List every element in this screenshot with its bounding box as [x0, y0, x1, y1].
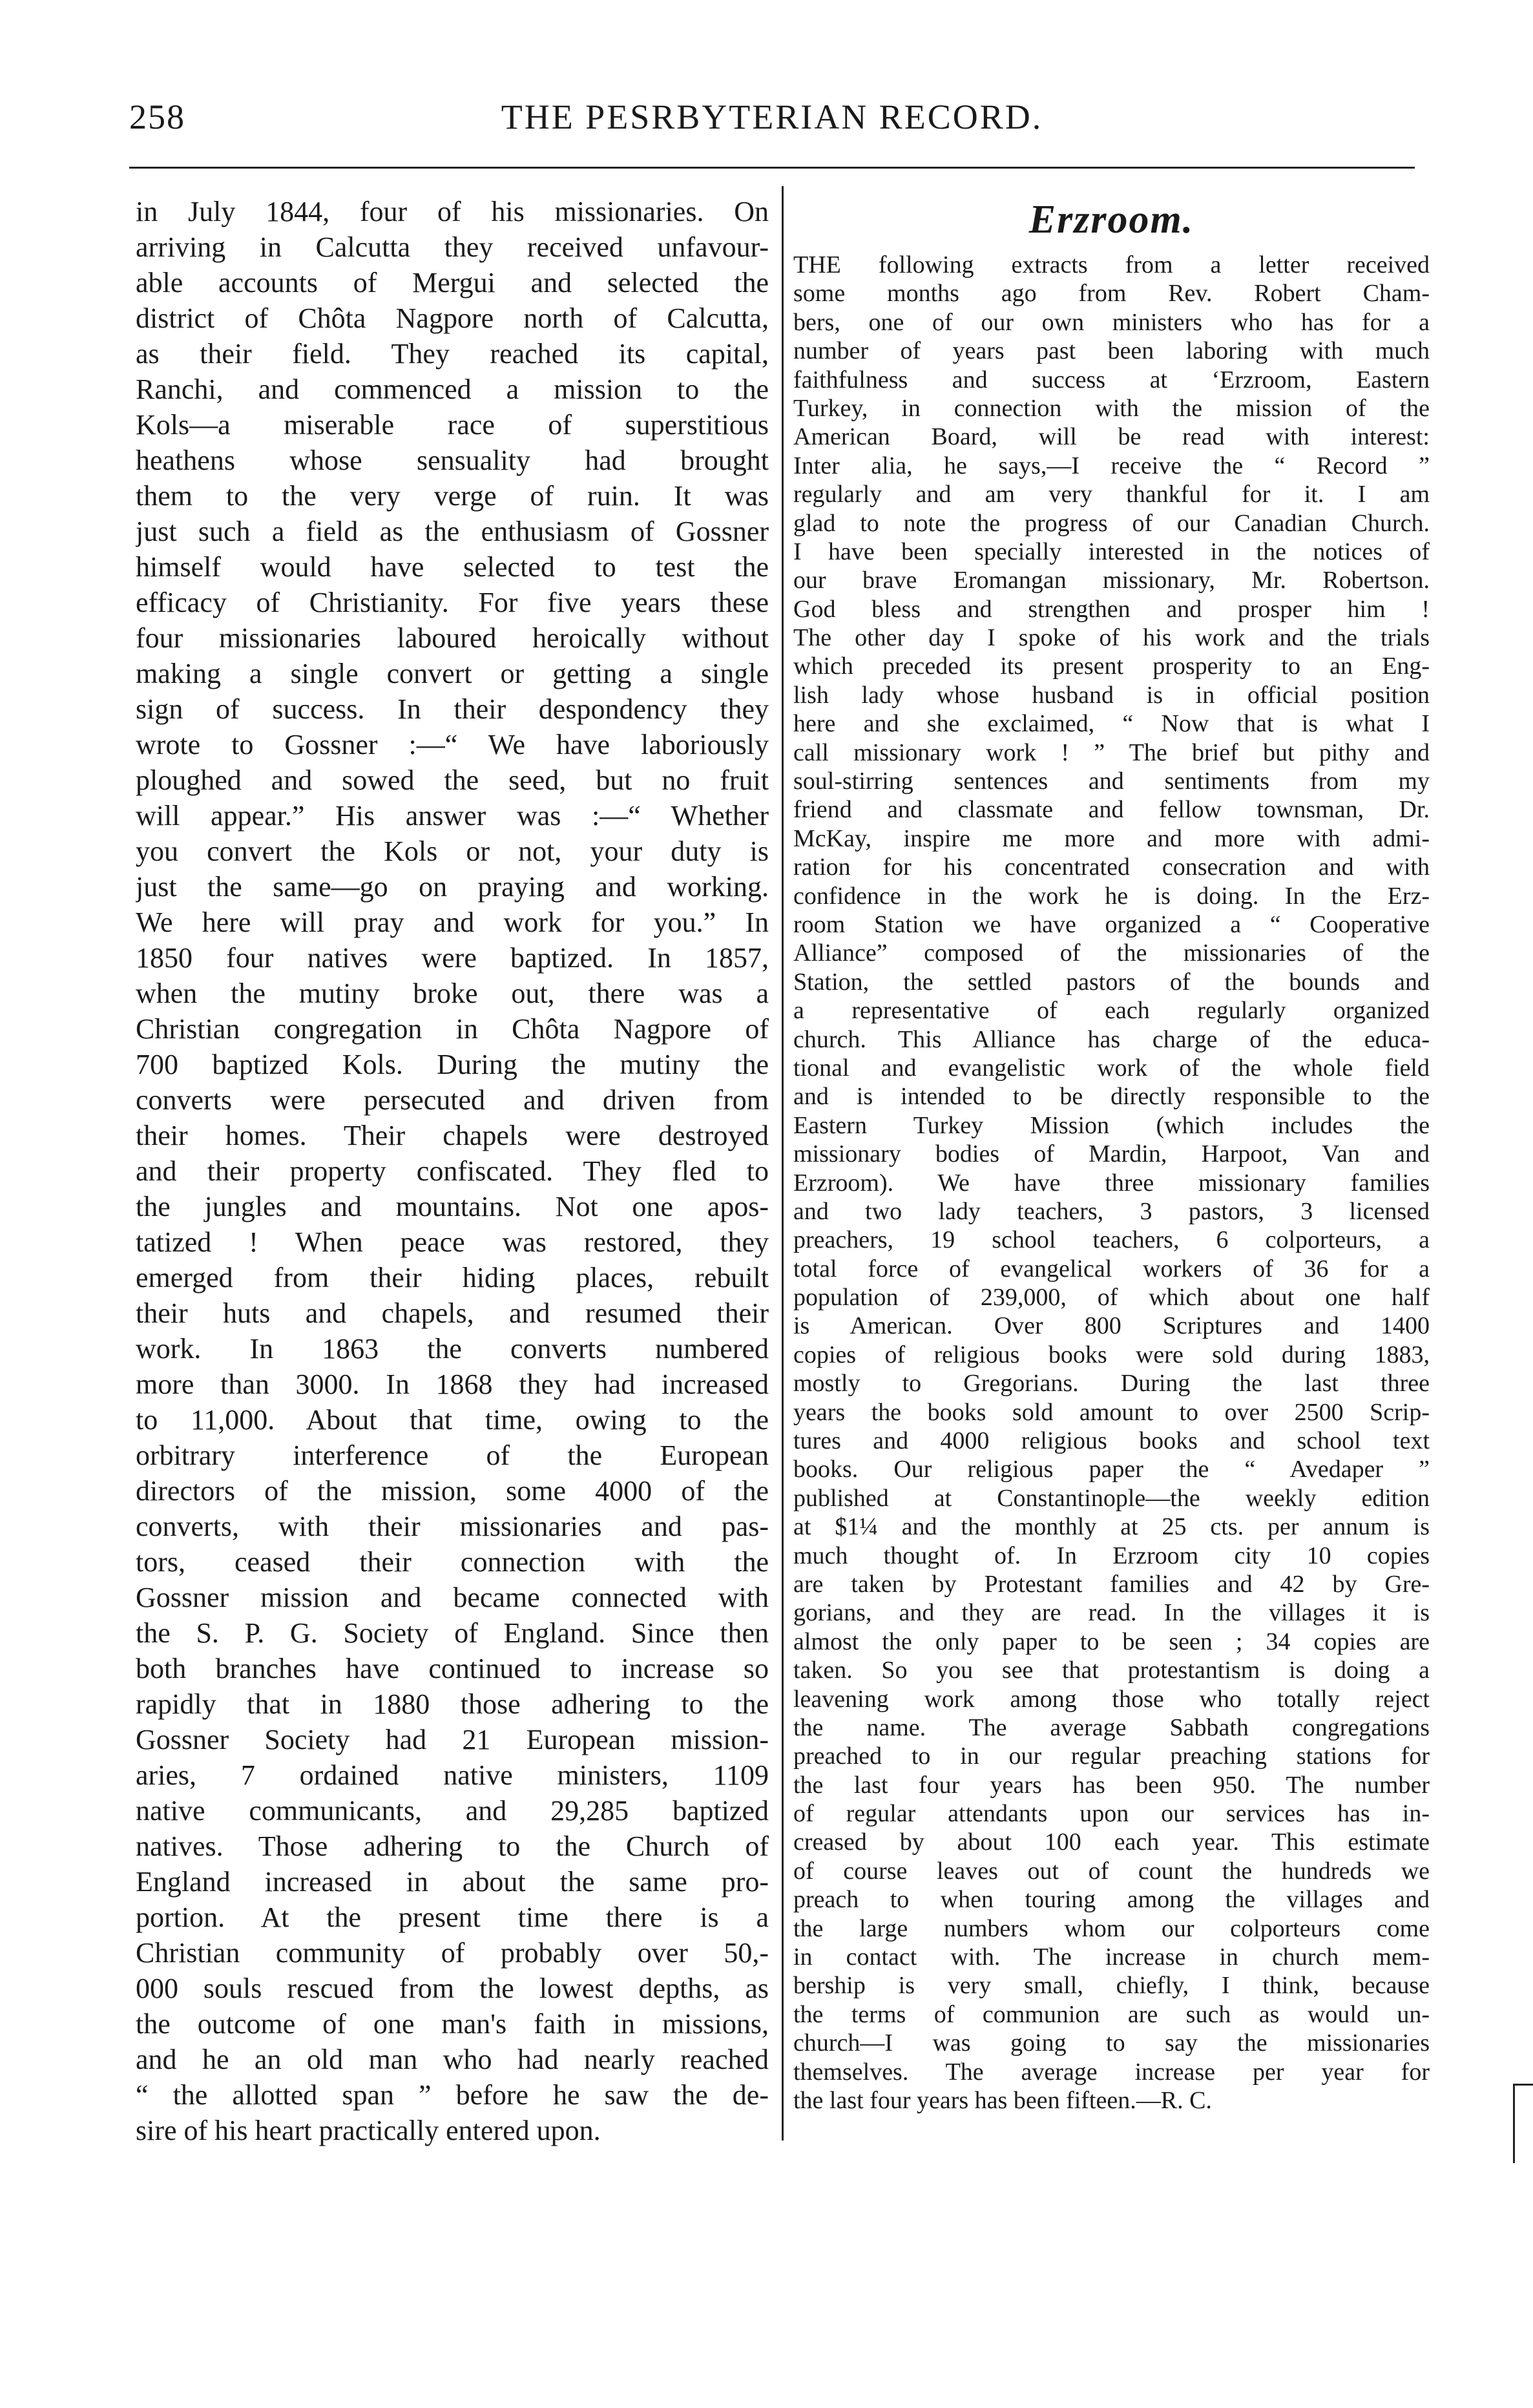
- text-line: faithfulness and success at ‘Erzroom, Eastern: [793, 366, 1430, 393]
- text-line: native communicants, and 29,285 baptized: [136, 1795, 769, 1827]
- text-line: them to the very verge of ruin. It was: [136, 480, 769, 512]
- text-line: number of years past been laboring with much: [793, 337, 1430, 365]
- text-line: creased by about 100 each year. This estimate: [793, 1828, 1430, 1856]
- text-line: I have been specially interested in the notices of: [793, 538, 1430, 565]
- text-line: a representative of each regularly organized: [793, 997, 1430, 1025]
- text-line: missionary bodies of Mardin, Harpoot, Van and: [793, 1140, 1430, 1168]
- text-line: their huts and chapels, and resumed their: [136, 1297, 769, 1329]
- text-line: sign of success. In their despondency they: [136, 693, 769, 725]
- text-line: the last four years has been fifteen.—R. C.: [793, 2087, 1212, 2114]
- text-line: in July 1844, four of his missionaries. On: [136, 196, 769, 227]
- text-line: England increased in about the same pro-: [136, 1866, 769, 1898]
- text-line: room Station we have organized a “ Cooperative: [793, 910, 1430, 938]
- text-line: soul-stirring sentences and sentiments from my: [793, 768, 1430, 795]
- text-line: efficacy of Christianity. For five years these: [136, 587, 769, 618]
- text-line: to 11,000. About that time, owing to the: [136, 1404, 769, 1436]
- text-line: much thought of. In Erzroom city 10 copies: [793, 1542, 1430, 1569]
- text-line: just the same—go on praying and working.: [136, 871, 769, 903]
- text-line: four missionaries laboured heroically without: [136, 622, 769, 654]
- text-line: will appear.” His answer was :—“ Whether: [136, 800, 769, 832]
- text-line: Inter alia, he says,—I receive the “ Record ”: [793, 452, 1430, 479]
- text-line: are taken by Protestant families and 42 by Gre-: [793, 1570, 1430, 1598]
- text-line: tures and 4000 religious books and school text: [793, 1427, 1430, 1455]
- text-line: tors, ceased their connection with the: [136, 1546, 769, 1578]
- text-line: Gossner mission and became connected with: [136, 1582, 769, 1613]
- text-line: years the books sold amount to over 2500 Scrip-: [793, 1398, 1430, 1426]
- text-line: lish lady whose husband is in official position: [793, 681, 1430, 709]
- text-line: orbitrary interference of the European: [136, 1440, 769, 1471]
- text-line: and their property confiscated. They fled to: [136, 1155, 769, 1187]
- text-line: Ranchi, and commenced a mission to the: [136, 373, 769, 405]
- text-line: work. In 1863 the converts numbered: [136, 1333, 769, 1365]
- text-line: Gossner Society had 21 European mission-: [136, 1724, 769, 1755]
- text-line: the last four years has been 950. The number: [793, 1771, 1430, 1799]
- text-line: mostly to Gregorians. During the last three: [793, 1370, 1430, 1398]
- text-line: friend and classmate and fellow townsman, Dr.: [793, 796, 1430, 824]
- text-line: regularly and am very thankful for it. I am: [793, 481, 1430, 508]
- text-line: God bless and strengthen and prosper him !: [793, 595, 1430, 623]
- text-line: call missionary work ! ” The brief but pithy and: [793, 738, 1430, 766]
- text-line: portion. At the present time there is a: [136, 1901, 769, 1933]
- text-line: converts were persecuted and driven from: [136, 1084, 769, 1116]
- page-number: 258: [129, 98, 185, 136]
- text-line: church. This Alliance has charge of the educa-: [793, 1025, 1430, 1053]
- text-line: district of Chôta Nagpore north of Calcutta,: [136, 302, 769, 334]
- right-column-body: [793, 251, 1430, 2115]
- text-line: Christian community of probably over 50,-: [136, 1937, 769, 1969]
- text-line: bers, one of our own ministers who has for a: [793, 308, 1430, 336]
- section-title: Erzroom.: [1028, 198, 1194, 242]
- text-line: when the mutiny broke out, there was a: [136, 978, 769, 1009]
- text-line: American Board, will be read with interest:: [793, 423, 1430, 451]
- text-line: of course leaves out of count the hundreds we: [793, 1857, 1430, 1885]
- text-line: making a single convert or getting a single: [136, 658, 769, 689]
- text-line: wrote to Gossner :—“ We have laboriously: [136, 729, 769, 760]
- text-line: 700 baptized Kols. During the mutiny the: [136, 1049, 769, 1080]
- text-line: and he an old man who had nearly reached: [136, 2044, 769, 2075]
- text-line: preach to when touring among the villages and: [793, 1886, 1430, 1914]
- right-column: [793, 194, 1430, 2115]
- text-line: in contact with. The increase in church mem-: [793, 1943, 1430, 1971]
- text-line: converts, with their missionaries and pas-: [136, 1511, 769, 1542]
- text-line: published at Constantinople—the weekly edition: [793, 1484, 1430, 1512]
- text-line: rapidly that in 1880 those adhering to the: [136, 1688, 769, 1720]
- header-rule: [129, 167, 1415, 169]
- text-line: ploughed and sowed the seed, but no fruit: [136, 764, 769, 796]
- text-line: total force of evangelical workers of 36 for a: [793, 1255, 1430, 1283]
- text-line: the S. P. G. Society of England. Since then: [136, 1617, 769, 1649]
- text-line: 1850 four natives were baptized. In 1857,: [136, 942, 769, 974]
- text-line: emerged from their hiding places, rebuilt: [136, 1262, 769, 1293]
- text-line: able accounts of Mergui and selected the: [136, 267, 769, 298]
- column-rule: [782, 186, 784, 2141]
- text-line: Turkey, in connection with the mission of the: [793, 394, 1430, 422]
- text-line: McKay, inspire me more and more with admi-: [793, 824, 1430, 852]
- text-line: their homes. Their chapels were destroyed: [136, 1120, 769, 1151]
- text-line: leavening work among those who totally reject: [793, 1685, 1430, 1713]
- text-line: the outcome of one man's faith in missions,: [136, 2008, 769, 2040]
- text-line: ration for his concentrated consecration and with: [793, 853, 1430, 881]
- text-line: and is intended to be directly responsible to the: [793, 1083, 1430, 1111]
- text-line: some months ago from Rev. Robert Cham-: [793, 280, 1430, 308]
- page-header: [129, 97, 1415, 155]
- text-line: books. Our religious paper the “ Avedaper ”: [793, 1456, 1430, 1483]
- text-line: gorians, and they are read. In the villages it is: [793, 1599, 1430, 1627]
- running-head: THE PESRBYTERIAN RECORD.: [501, 98, 1043, 136]
- text-line: just such a field as the enthusiasm of Gossner: [136, 516, 769, 547]
- text-line: as their field. They reached its capital,: [136, 338, 769, 370]
- text-line: the large numbers whom our colporteurs come: [793, 1914, 1430, 1942]
- text-line: “ the allotted span ” before he saw the de-: [136, 2079, 769, 2111]
- text-line: the jungles and mountains. Not one apos-: [136, 1191, 769, 1222]
- text-line: confidence in the work he is doing. In the Erz-: [793, 882, 1430, 910]
- text-line: tional and evangelistic work of the whole field: [793, 1054, 1430, 1082]
- text-line: tatized ! When peace was restored, they: [136, 1226, 769, 1258]
- text-line: We here will pray and work for you.” In: [136, 906, 769, 938]
- text-line: arriving in Calcutta they received unfavour-: [136, 231, 769, 263]
- text-line: Kols—a miserable race of superstitious: [136, 409, 769, 441]
- text-line: here and she exclaimed, “ Now that is what I: [793, 710, 1430, 738]
- text-line: taken. So you see that protestantism is doing a: [793, 1657, 1430, 1684]
- text-line: Erzroom). We have three missionary families: [793, 1169, 1430, 1197]
- text-line: preachers, 19 school teachers, 6 colporteurs, a: [793, 1226, 1430, 1254]
- left-column: [136, 194, 769, 2148]
- text-line: sire of his heart practically entered upon.: [136, 2115, 601, 2146]
- text-line: natives. Those adhering to the Church of: [136, 1830, 769, 1862]
- text-line: the name. The average Sabbath congregations: [793, 1713, 1430, 1741]
- text-line: population of 239,000, of which about one half: [793, 1284, 1430, 1312]
- text-line: church—I was going to say the missionaries: [793, 2029, 1430, 2057]
- margin-mark: [1513, 2084, 1533, 2163]
- text-line: of regular attendants upon our services has in-: [793, 1800, 1430, 1828]
- text-line: himself would have selected to test the: [136, 551, 769, 583]
- text-line: both branches have continued to increase so: [136, 1653, 769, 1684]
- text-line: Eastern Turkey Mission (which includes the: [793, 1111, 1430, 1139]
- text-line: The other day I spoke of his work and the trials: [793, 624, 1430, 652]
- text-line: is American. Over 800 Scriptures and 1400: [793, 1312, 1430, 1340]
- text-line: and two lady teachers, 3 pastors, 3 licensed: [793, 1197, 1430, 1225]
- text-line: 000 souls rescued from the lowest depths, as: [136, 1973, 769, 2004]
- text-line: Christian congregation in Chôta Nagpore of: [136, 1013, 769, 1045]
- text-line: THE following extracts from a letter received: [793, 251, 1430, 278]
- text-line: Station, the settled pastors of the bounds and: [793, 968, 1430, 996]
- text-line: our brave Eromangan missionary, Mr. Robertson.: [793, 567, 1430, 594]
- text-line: Alliance” composed of the missionaries of the: [793, 939, 1430, 967]
- text-line: bership is very small, chiefly, I think, because: [793, 1972, 1430, 2000]
- text-line: heathens whose sensuality had brought: [136, 445, 769, 476]
- text-line: preached to in our regular preaching stations for: [793, 1743, 1430, 1770]
- text-line: which preceded its present prosperity to an Eng-: [793, 653, 1430, 680]
- text-line: aries, 7 ordained native ministers, 1109: [136, 1759, 769, 1791]
- text-line: more than 3000. In 1868 they had increased: [136, 1368, 769, 1400]
- text-line: themselves. The average increase per year for: [793, 2058, 1430, 2086]
- text-line: copies of religious books were sold during 1883,: [793, 1341, 1430, 1368]
- text-line: the terms of communion are such as would un-: [793, 2000, 1430, 2028]
- text-line: directors of the mission, some 4000 of the: [136, 1475, 769, 1507]
- text-line: glad to note the progress of our Canadian Church.: [793, 509, 1430, 537]
- text-line: you convert the Kols or not, your duty is: [136, 835, 769, 867]
- text-line: almost the only paper to be seen ; 34 copies are: [793, 1628, 1430, 1655]
- text-line: at $1¼ and the monthly at 25 cts. per annum is: [793, 1513, 1430, 1541]
